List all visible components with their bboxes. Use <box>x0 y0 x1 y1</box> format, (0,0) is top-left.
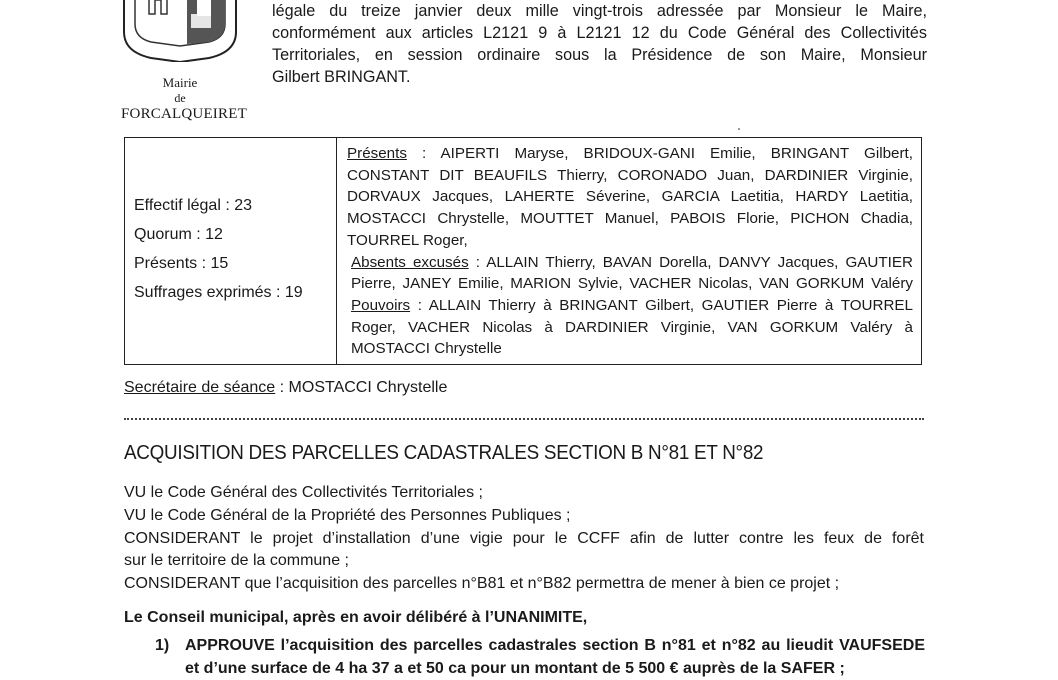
body-line: VU le Code Général des Collectivités Territoriales ; <box>124 484 483 501</box>
header-line: conformément aux articles L2121 9 à L2121 12 du Code Général des Collectivités <box>272 24 927 42</box>
secretary-value: : MOSTACCI Chrystelle <box>275 379 448 396</box>
item-line: APPROUVE l’acquisition des parcelles cadastrales section B n°81 et n°82 au lieudit VAUFSEDE <box>185 637 925 654</box>
body-line: VU le Code Général de la Propriété des Personnes Publiques ; <box>124 506 571 524</box>
item-line: et d’une surface de 4 ha 37 a et 50 ca pour un montant de 5 500 € auprès de la SAFER ; <box>185 660 845 677</box>
commune-name: FORCALQUEIRET <box>121 106 247 122</box>
attendance-line: MOSTACCI Chrystelle <box>351 340 502 358</box>
secretary-line <box>124 379 447 397</box>
considerations <box>124 482 924 596</box>
header-line: Territoriales, en session ordinaire sous la Présidence de son Maire, Monsieur <box>272 46 927 64</box>
attendance-line: CONSTANT DIT BEAUFILS Thierry, CORONADO Juan, DARDINIER Virginie, <box>347 166 913 184</box>
mairie-label: Mairie <box>162 75 198 90</box>
effectif-legal: Effectif légal : 23 <box>134 197 252 214</box>
attendance-line: Pierre, JANEY Emilie, MARION Sylvie, VACHER Nicolas, VAN GORKUM Valéry <box>351 275 913 293</box>
attendance-list <box>347 143 913 360</box>
absents-names: : ALLAIN Thierry, BAVAN Dorella, DANVY Jacques, GAUTIER <box>468 253 913 271</box>
pouvoirs-label: Pouvoirs <box>351 296 411 314</box>
header-paragraph <box>272 0 927 88</box>
dotted-separator <box>124 418 924 420</box>
body-line: sur le territoire de la commune ; <box>124 552 349 570</box>
body-line: CONSIDERANT le projet d’installation d’une vigie pour le CCFF afin de lutter contre les feux de forêt <box>124 529 924 547</box>
section-title: ACQUISITION DES PARCELLES CADASTRALES SECTION B N°81 ET N°82 <box>124 441 764 464</box>
item-number: 1) <box>155 637 170 654</box>
header-line: légale du treize janvier deux mille vingt-trois adressée par Monsieur le Maire, <box>272 2 927 20</box>
presents-count: Présents : 15 <box>134 255 229 272</box>
decision-statement: Le Conseil municipal, après en avoir délibéré à l’UNANIMITE, <box>124 609 588 626</box>
pouvoirs-names: : ALLAIN Thierry à BRINGANT Gilbert, GAUTIER Pierre à TOURREL <box>410 296 913 314</box>
commune-crest-logo <box>121 0 239 62</box>
attendance-line: TOURREL Roger, <box>347 231 468 249</box>
mairie-de-label: de <box>174 91 186 105</box>
scan-speck <box>738 128 740 130</box>
attendance-line: Roger, VACHER Nicolas à DARDINIER Virginie, VAN GORKUM Valéry à <box>351 318 913 336</box>
absents-label: Absents excusés <box>351 253 469 271</box>
body-line: CONSIDERANT que l’acquisition des parcelles n°B81 et n°B82 permettra de mener à bien ce projet ; <box>124 575 840 593</box>
attendance-line <box>347 252 913 274</box>
secretary-label: Secrétaire de séance <box>124 379 276 396</box>
presents-names: : AIPERTI Maryse, BRIDOUX-GANI Emilie, BRINGANT Gilbert, <box>406 145 913 162</box>
header-line: Gilbert BRINGANT. <box>272 68 411 86</box>
attendance-line <box>347 295 913 317</box>
table-divider <box>336 137 337 365</box>
item-text <box>185 634 925 680</box>
quorum: Quorum : 12 <box>134 226 223 243</box>
suffrages-exprimes: Suffrages exprimés : 19 <box>134 284 303 301</box>
presents-label: Présents <box>347 145 407 162</box>
attendance-line <box>347 143 913 165</box>
attendance-line: MOSTACCI Chrystelle, MOUTTET Manuel, PABOIS Florie, PICHON Chadia, <box>347 210 913 228</box>
attendance-line: DORVAUX Jacques, LAHERTE Séverine, GARCIA Laetitia, HARDY Laetitia, <box>347 188 913 206</box>
